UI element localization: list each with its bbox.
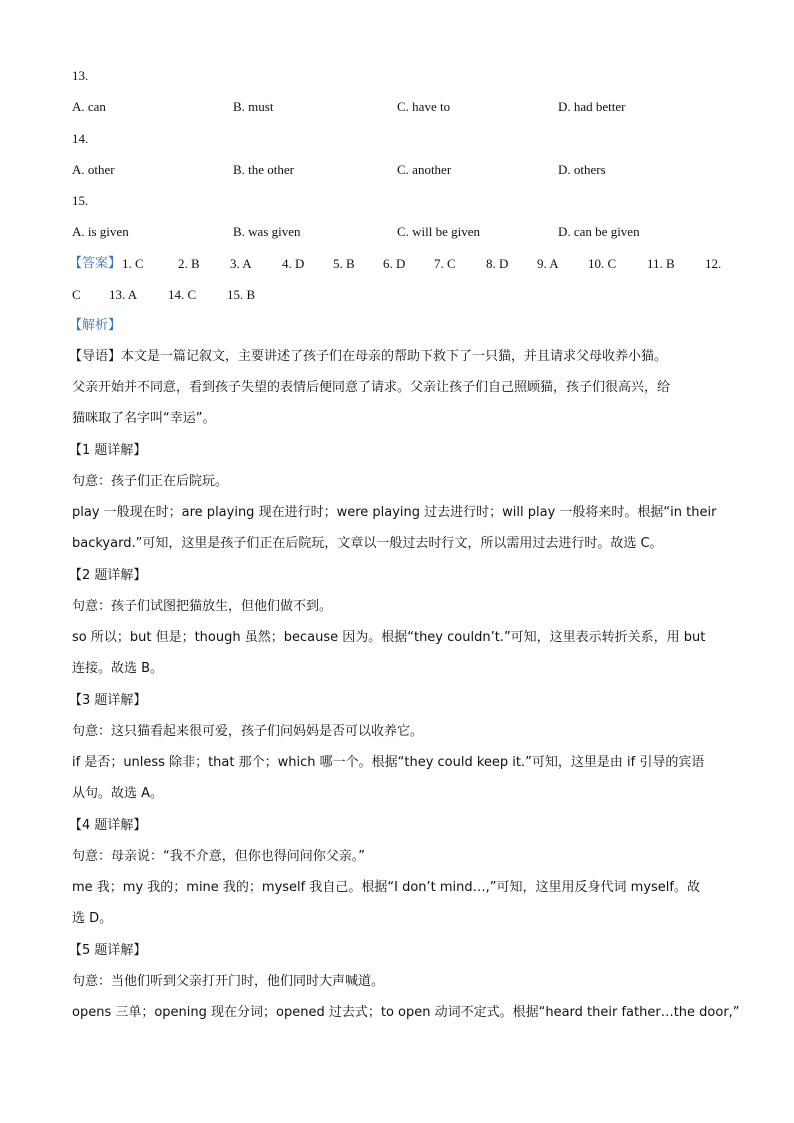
answer-row-1 <box>69 254 722 274</box>
paragraph-line: opens 三单；opening 现在分词；opened 过去式；to open 动词不定式。根据“heard their father…the door,” <box>72 1005 740 1020</box>
question-number: 15. <box>72 193 89 208</box>
paragraph-line: 句意：孩子们试图把猫放生，但他们做不到。 <box>72 599 333 614</box>
answer-item: 2. B <box>178 256 200 271</box>
paragraph-line: 连接。故选 B。 <box>72 661 164 676</box>
paragraph-line: if 是否；unless 除非；that 那个；which 哪一个。根据“they could keep it.”可知，这里是由 if 引导的宾语 <box>72 755 705 770</box>
section-heading: 【3 题详解】 <box>69 693 147 708</box>
answer-item: 14. C <box>168 287 197 302</box>
paragraph-line: 从句。故选 A。 <box>72 786 164 801</box>
answer-item: 1. C <box>122 256 144 271</box>
paragraph-line: 父亲开始并不同意，看到孩子失望的表情后便同意了请求。父亲让孩子们自己照顾猫，孩子们很高兴，给 <box>72 380 671 395</box>
question-options <box>72 222 722 242</box>
analysis-label: 【解析】 <box>69 318 122 333</box>
option-b: B. was given <box>233 224 301 239</box>
option-a: A. can <box>72 99 106 114</box>
paragraph-line: 句意：这只猫看起来很可爱，孩子们问妈妈是否可以收养它。 <box>72 724 424 739</box>
option-d: D. can be given <box>558 224 640 239</box>
option-c: C. have to <box>397 99 451 114</box>
paragraph-line: me 我；my 我的；mine 我的；myself 我自己。根据“I don’t mind…,”可知，这里用反身代词 myself。故 <box>72 880 700 895</box>
option-b: B. the other <box>233 162 295 177</box>
answer-item: 13. A <box>109 287 138 302</box>
answer-item: 5. B <box>333 256 355 271</box>
question-number: 14. <box>72 131 89 146</box>
answer-label: 【答案】 <box>69 256 122 271</box>
answer-item: 3. A <box>230 256 252 271</box>
option-a: A. other <box>72 162 115 177</box>
answer-item: C <box>72 287 81 302</box>
option-d: D. had better <box>558 99 626 114</box>
option-b: B. must <box>233 99 274 114</box>
paragraph-line: 句意：母亲说：“我不介意，但你也得问问你父亲。” <box>72 849 365 864</box>
paragraph-line: 选 D。 <box>72 911 113 926</box>
paragraph-line: backyard.”可知，这里是孩子们正在后院玩，文章以一般过去时行文，所以需用过去进行时。故选 C。 <box>72 536 663 551</box>
answer-item: 4. D <box>282 256 305 271</box>
option-c: C. will be given <box>397 224 481 239</box>
answer-item: 10. C <box>588 256 617 271</box>
option-a: A. is given <box>72 224 129 239</box>
paragraph-line: 句意：当他们听到父亲打开门时，他们同时大声喊道。 <box>72 974 385 989</box>
paragraph-line: 句意：孩子们正在后院玩。 <box>72 474 229 489</box>
answer-item: 15. B <box>227 287 256 302</box>
section-heading: 【4 题详解】 <box>69 818 147 833</box>
question-number: 13. <box>72 68 89 83</box>
question-options <box>72 97 722 117</box>
section-heading: 【2 题详解】 <box>69 568 147 583</box>
paragraph-line: 猫咪取了名字叫“幸运”。 <box>72 411 216 426</box>
answer-item: 6. D <box>383 256 406 271</box>
section-heading: 【1 题详解】 <box>69 443 147 458</box>
answer-item: 8. D <box>486 256 509 271</box>
answer-row-2 <box>72 285 722 305</box>
paragraph-line: play 一般现在时；are playing 现在进行时；were playing 过去进行时；will play 一般将来时。根据“in their <box>72 505 717 520</box>
answer-item: 11. B <box>647 256 675 271</box>
paragraph-line: so 所以；but 但是；though 虽然；because 因为。根据“they couldn’t.”可知，这里表示转折关系，用 but <box>72 630 706 645</box>
paragraph-line: 【导语】本文是一篇记叙文，主要讲述了孩子们在母亲的帮助下救下了一只猫，并且请求父母收养小猫。 <box>69 349 668 364</box>
answer-item: 9. A <box>537 256 559 271</box>
question-options <box>72 160 722 180</box>
section-heading: 【5 题详解】 <box>69 943 147 958</box>
option-d: D. others <box>558 162 606 177</box>
answer-item: 7. C <box>434 256 456 271</box>
answer-item: 12. <box>705 256 722 271</box>
option-c: C. another <box>397 162 452 177</box>
